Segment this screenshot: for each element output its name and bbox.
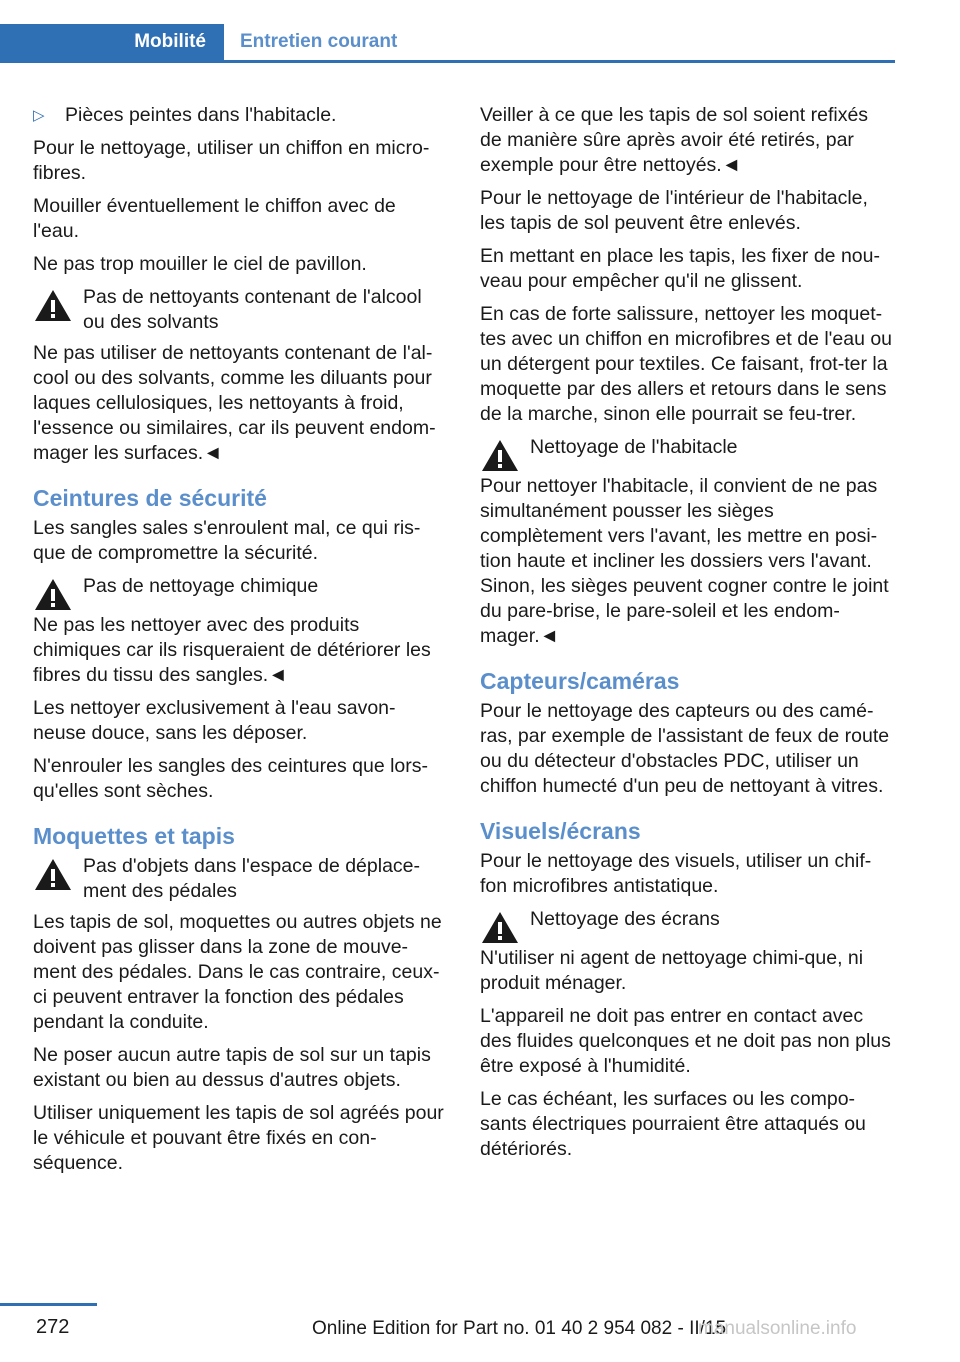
warning-block bbox=[480, 907, 894, 946]
warning-block bbox=[33, 854, 447, 910]
paragraph: L'appareil ne doit pas entrer en contact avec des fluides quelconques et ne doit pas non plus être exposé à l'humidité. bbox=[480, 1005, 891, 1077]
paragraph: Utiliser uniquement les tapis de sol agréés pour le véhicule et pouvant être fixés en con-séquence. bbox=[33, 1102, 444, 1174]
warning-icon bbox=[480, 438, 520, 474]
paragraph: Les sangles sales s'enroulent mal, ce qui ris-que de compromettre la sécurité. bbox=[33, 517, 421, 564]
warning-title: Pas d'objets dans l'espace de déplace-ment des pédales bbox=[83, 855, 421, 902]
right-column bbox=[480, 103, 894, 1170]
warning-icon bbox=[480, 910, 520, 946]
paragraph: Le cas échéant, les surfaces ou les compo-sants électriques pourraient être attaqués ou détériorés. bbox=[480, 1088, 866, 1160]
heading-ceintures: Ceintures de sécurité bbox=[33, 485, 267, 511]
paragraph: Mouiller éventuellement le chiffon avec de l'eau. bbox=[33, 195, 396, 242]
paragraph: Pour le nettoyage des capteurs ou des camé-ras, par exemple de l'assistant de feux de route ou du détecteur d'obstacles PDC, utiliser un chiffon humecté d'un peu de nettoyant à vitres. bbox=[480, 700, 890, 797]
paragraph: Ne poser aucun autre tapis de sol sur un tapis existant ou bien au dessus d'autres objets. bbox=[33, 1044, 431, 1091]
edition-info: Online Edition for Part no. 01 40 2 954 082 - II/15 bbox=[312, 1318, 727, 1339]
section-tabs bbox=[0, 24, 895, 63]
watermark: manualsonline.info bbox=[698, 1318, 857, 1339]
warning-title: Pas de nettoyage chimique bbox=[83, 575, 319, 597]
paragraph: En mettant en place les tapis, les fixer de nou-veau pour empêcher qu'il ne glissent. bbox=[480, 245, 880, 292]
paragraph: Veiller à ce que les tapis de sol soient refixés de manière sûre après avoir été retirés, par exemple pour être nettoyés.◄ bbox=[480, 104, 869, 176]
paragraph: Pour le nettoyage des visuels, utiliser un chif-fon microfibres antistatique. bbox=[480, 850, 872, 897]
warning-block bbox=[480, 435, 894, 474]
paragraph: En cas de forte salissure, nettoyer les moquet-tes avec un chiffon en microfibres et de l'eau ou un détergent pour textiles. Ce faisant, frot-ter la moquette par des allers et retours dans le sens de la marche, sinon elle pourrait se feu-trer. bbox=[480, 303, 893, 425]
paragraph: Pour le nettoyage, utiliser un chiffon en micro-fibres. bbox=[33, 137, 430, 184]
heading-capteurs: Capteurs/caméras bbox=[480, 668, 680, 694]
warning-icon bbox=[33, 288, 73, 324]
tab-entretien-courant[interactable]: Entretien courant bbox=[240, 31, 398, 52]
warning-body: N'utiliser ni agent de nettoyage chimi-que, ni produit ménager. bbox=[480, 947, 864, 994]
warning-title: Pas de nettoyants contenant de l'alcool ou des solvants bbox=[83, 286, 422, 333]
warning-body: Ne pas les nettoyer avec des produits chimiques car ils risqueraient de détériorer les fibres du tissu des sangles.◄ bbox=[33, 614, 431, 686]
warning-title: Nettoyage des écrans bbox=[530, 908, 720, 930]
warning-icon bbox=[33, 577, 73, 613]
paragraph: Les nettoyer exclusivement à l'eau savon-neuse douce, sans les déposer. bbox=[33, 697, 396, 744]
bullet-text: Pièces peintes dans l'habitacle. bbox=[65, 104, 337, 126]
warning-block bbox=[33, 574, 447, 613]
warning-icon bbox=[33, 857, 73, 893]
paragraph: Ne pas trop mouiller le ciel de pavillon. bbox=[33, 253, 367, 275]
left-column bbox=[33, 103, 447, 1184]
warning-title: Nettoyage de l'habitacle bbox=[530, 436, 738, 458]
paragraph: Pour le nettoyage de l'intérieur de l'habitacle, les tapis de sol peuvent être enlevés. bbox=[480, 187, 868, 234]
triangle-bullet-icon: ▷ bbox=[33, 107, 45, 124]
heading-visuels: Visuels/écrans bbox=[480, 818, 641, 844]
warning-body: Pour nettoyer l'habitacle, il convient de ne pas simultanément pousser les sièges complètement vers l'avant, les mettre en posi-tion haute et incliner les dossiers vers l'avant. Sinon, les sièges peuvent cogner contre le joint du pare-brise, le pare-soleil et les endom-mager.◄ bbox=[480, 475, 889, 647]
tab-mobilite[interactable]: Mobilité bbox=[0, 24, 224, 60]
page-number: 272 bbox=[36, 1316, 70, 1338]
bullet-item bbox=[33, 103, 447, 128]
heading-moquettes: Moquettes et tapis bbox=[33, 823, 235, 849]
footer-rule bbox=[0, 1303, 97, 1306]
warning-body: Les tapis de sol, moquettes ou autres objets ne doivent pas glisser dans la zone de mouve-ment des pédales. Dans le cas contraire, ceux-ci peuvent entraver la fonction des pédales pendant la conduite. bbox=[33, 911, 442, 1033]
paragraph: N'enrouler les sangles des ceintures que lors-qu'elles sont sèches. bbox=[33, 755, 429, 802]
warning-block bbox=[33, 285, 447, 341]
warning-body: Ne pas utiliser de nettoyants contenant de l'al-cool ou des solvants, comme les diluants pour laques cellulosiques, les nettoyants à froid, l'essence ou similaires, car ils peuvent endom-mager les surfaces.◄ bbox=[33, 342, 436, 464]
